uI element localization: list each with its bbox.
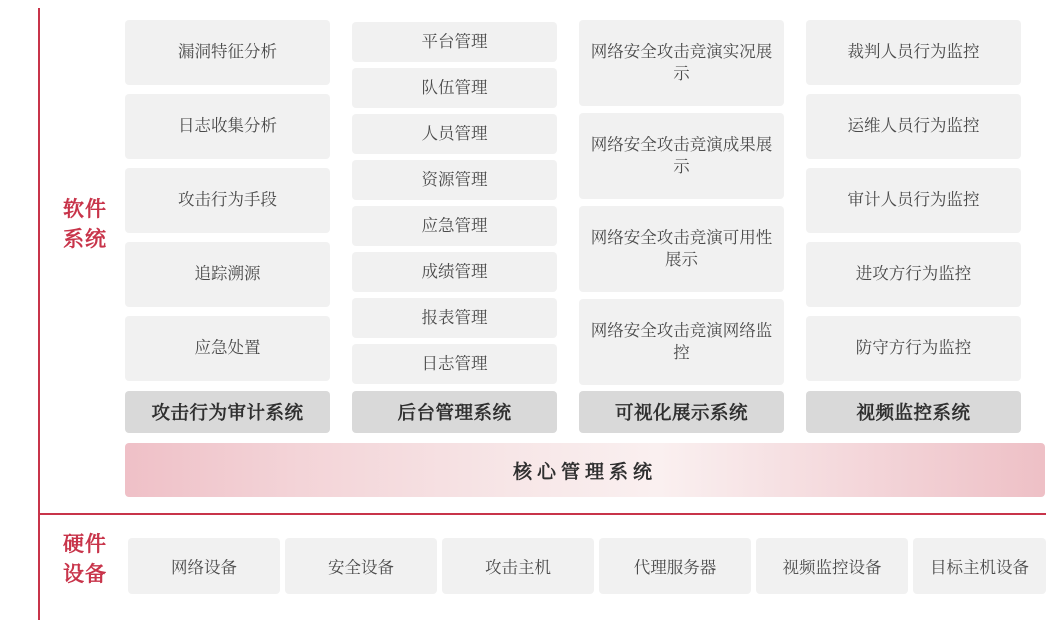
module-card[interactable]: 审计人员行为监控 (806, 168, 1021, 233)
hardware-card[interactable]: 网络设备 (128, 538, 280, 594)
module-card[interactable]: 进攻方行为监控 (806, 242, 1021, 307)
module-card[interactable]: 资源管理 (352, 160, 557, 200)
hardware-section-label (46, 530, 124, 590)
module-card[interactable]: 平台管理 (352, 22, 557, 62)
subsystem-footer[interactable]: 视频监控系统 (806, 391, 1021, 433)
software-label-line-2: 系统 (63, 228, 107, 251)
module-card[interactable]: 运维人员行为监控 (806, 94, 1021, 159)
module-card[interactable]: 队伍管理 (352, 68, 557, 108)
subsystem-footer[interactable]: 后台管理系统 (352, 391, 557, 433)
module-card[interactable]: 人员管理 (352, 114, 557, 154)
software-label-line-1: 软件 (63, 198, 107, 221)
hardware-card[interactable]: 攻击主机 (442, 538, 594, 594)
hardware-card[interactable]: 安全设备 (285, 538, 437, 594)
section-divider (38, 513, 1046, 515)
module-card[interactable]: 防守方行为监控 (806, 316, 1021, 381)
module-card[interactable]: 漏洞特征分析 (125, 20, 330, 85)
hardware-section-rail (38, 515, 40, 620)
module-card[interactable]: 成绩管理 (352, 252, 557, 292)
hardware-label-line-1: 硬件 (63, 533, 107, 556)
hardware-card[interactable]: 视频监控设备 (756, 538, 908, 594)
module-card[interactable]: 网络安全攻击竞演可用性展示 (579, 206, 784, 292)
software-section-label (46, 195, 124, 255)
subsystem-footer[interactable]: 可视化展示系统 (579, 391, 784, 433)
module-card[interactable]: 网络安全攻击竞演成果展示 (579, 113, 784, 199)
module-card[interactable]: 网络安全攻击竞演网络监控 (579, 299, 784, 385)
core-management-system-bar[interactable]: 核心管理系统 (125, 443, 1045, 497)
module-card[interactable]: 应急管理 (352, 206, 557, 246)
module-card[interactable]: 追踪溯源 (125, 242, 330, 307)
module-card[interactable]: 应急处置 (125, 316, 330, 381)
module-card[interactable]: 网络安全攻击竞演实况展示 (579, 20, 784, 106)
module-card[interactable]: 日志管理 (352, 344, 557, 384)
module-card[interactable]: 报表管理 (352, 298, 557, 338)
software-section-rail (38, 8, 40, 513)
hardware-card[interactable]: 代理服务器 (599, 538, 751, 594)
hardware-card[interactable]: 目标主机设备 (913, 538, 1046, 594)
module-card[interactable]: 日志收集分析 (125, 94, 330, 159)
hardware-label-line-2: 设备 (63, 563, 107, 586)
module-card[interactable]: 攻击行为手段 (125, 168, 330, 233)
subsystem-footer[interactable]: 攻击行为审计系统 (125, 391, 330, 433)
module-card[interactable]: 裁判人员行为监控 (806, 20, 1021, 85)
